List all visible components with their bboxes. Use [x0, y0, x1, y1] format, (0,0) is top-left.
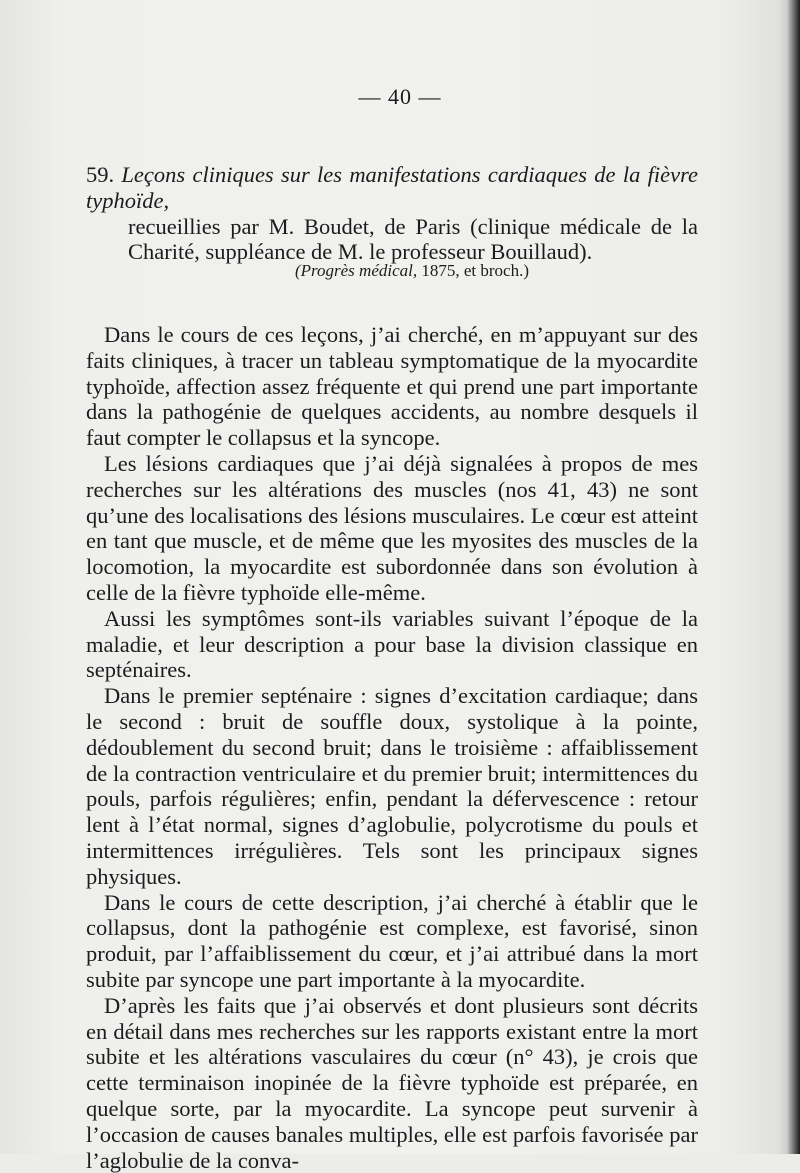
paragraph: Dans le cours de cette description, j’ai cherché à établir que le collapsus, dont la pathogénie est complexe, est favorisé, sinon produit, par l’affaiblissement du cœur, et j’ai attribué dans la mort subite par syncope une part importante à la myocardite. — [86, 889, 698, 992]
entry-number: 59. — [86, 162, 115, 187]
paragraph: Aussi les symptômes sont-ils variables suivant l’époque de la maladie, et leur description a pour base la division classique en septénaires. — [86, 605, 698, 683]
entry-title: Leçons cliniques sur les manifestations cardiaques de la fièvre typhoïde, — [86, 162, 698, 213]
paragraph: D’après les faits que j’ai observés et dont plusieurs sont décrits en détail dans mes recherches sur les rapports existant entre la mort subite et les altérations vasculaires du cœur (n° 43), je crois que cette terminaison inopinée de la fièvre typhoïde est préparée, en quelque sorte, par la myocardite. La syncope peut survenir à l’occasion de causes banales multiples, elle est parfois favorisée par l’aglobulie de la conva- — [86, 992, 698, 1173]
body-text — [86, 322, 698, 1173]
paragraph: Dans le cours de ces leçons, j’ai cherché, en m’appuyant sur des faits cliniques, à tracer un tableau symptomatique de la myocardite typhoïde, affection assez fréquente et qui prend une part importante dans la pathogénie de quelques accidents, au nombre desquels il faut compter le collapsus et la syncope. — [86, 322, 698, 451]
source-journal: (Progrès médical, — [294, 261, 418, 280]
source-details: 1875, et broch.) — [421, 261, 529, 280]
entry-authors: recueillies par M. Boudet, de Paris (clinique médicale de la Charité, suppléance de M. le professeur Bouillaud). — [128, 213, 698, 265]
bibliography-entry — [86, 162, 698, 265]
page-number: — 40 — — [358, 84, 442, 109]
paragraph: Dans le premier septénaire : signes d’excitation cardiaque; dans le second : bruit de souffle doux, systolique à la pointe, dédoublement du second bruit; dans le troisième : affaiblissement de la contraction ventriculaire et du premier bruit; intermittences du pouls, parfois régulières; enfin, pendant la défervescence : retour lent à l’état normal, signes d’aglobulie, polycrotisme du pouls et intermittences irrégulières. Tels sont les principaux signes physiques. — [86, 683, 698, 889]
page-shadow-edge — [778, 0, 800, 1154]
entry-source — [86, 261, 698, 281]
paragraph: Les lésions cardiaques que j’ai déjà signalées à propos de mes recherches sur les altérations des muscles (nos 41, 43) ne sont qu’une des localisations des lésions musculaires. Le cœur est atteint en tant que muscle, et de même que les myosites des muscles de la locomotion, la myocardite est subordonnée dans son évolution à celle de la fièvre typhoïde elle-même. — [86, 450, 698, 605]
